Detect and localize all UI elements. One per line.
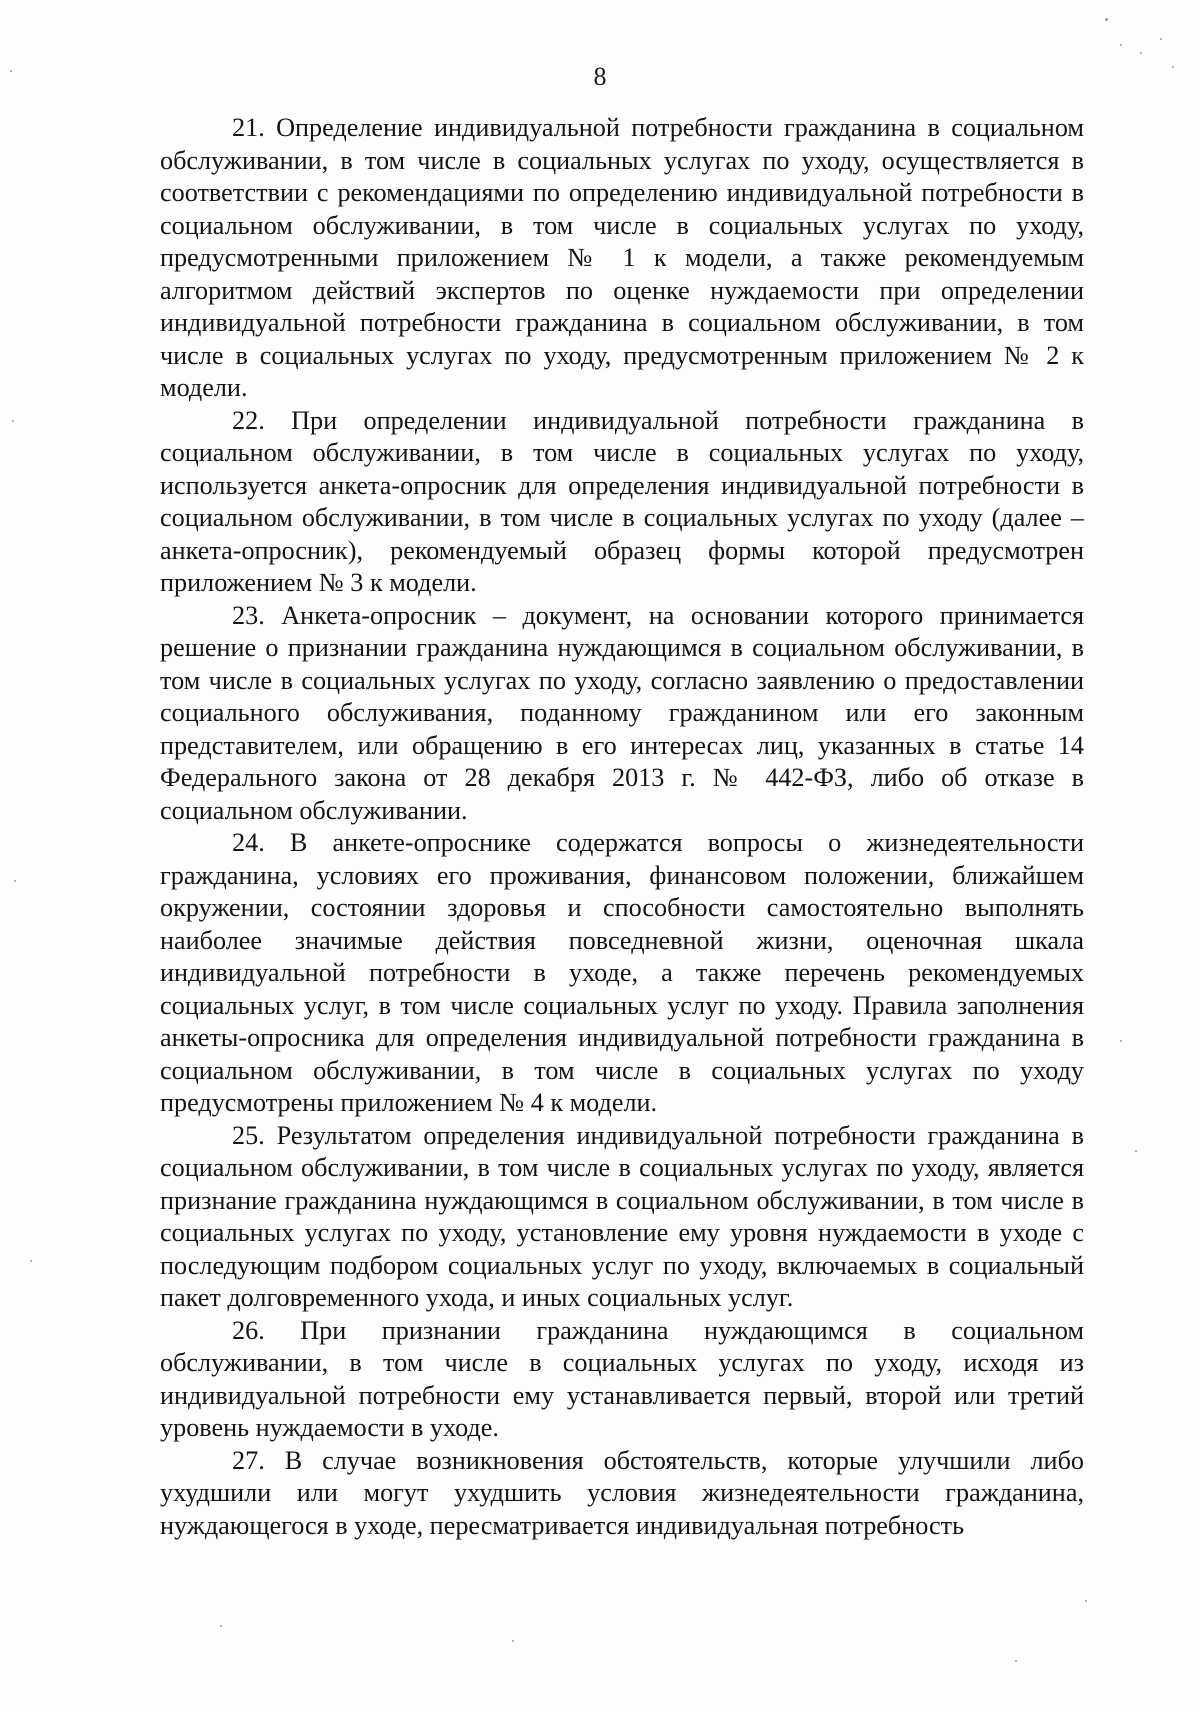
paragraph-24: 24. В анкете-опроснике содержатся вопросы о жизнедеятельности гражданина, условиях его проживания, финансовом положении, ближайшем окружении, состоянии здоровья и способности самостоятельно выполнять наиболее значимые действия повседневной жизни, оценочная шкала индивидуальной потребности в уходе, а также перечень рекомендуемых социальных услуг, в том числе социальных услуг по уходу. Правила заполнения анкеты-опросника для определения индивидуальной потребности гражданина в социальном обслуживании, в том числе в социальных услугах по уходу предусмотрены приложением № 4 к модели.: [160, 828, 1084, 1117]
scan-speck: [1015, 1660, 1017, 1662]
scan-speck: [1135, 1150, 1137, 1152]
scan-speck: [14, 880, 16, 882]
paragraph-26: 26. При признании гражданина нуждающимся в социальном обслуживании, в том числе в социальных услугах по уходу, исходя из индивидуальной потребности ему устанавливается первый, второй или третий уровень нуждаемости в уходе.: [160, 1315, 1084, 1442]
paragraph-22: 22. При определении индивидуальной потребности гражданина в социальном обслуживании, в том числе в социальных услугах по уходу, используется анкета-опросник для определения индивидуальной потребности в социальном обслуживании, в том числе в социальных услугах по уходу (далее – анкета-опросник), рекомендуемый образец формы которой предусмотрен приложением № 3 к модели.: [160, 405, 1084, 597]
paragraph-25: 25. Результатом определения индивидуальной потребности гражданина в социальном обслуживании, в том числе в социальных услугах по уходу, является признание гражданина нуждающимся в социальном обслуживании, в том числе в социальных услугах по уходу, установление ему уровня нуждаемости в уходе с последующим подбором социальных услуг по уходу, включаемых в социальный пакет долговременного ухода, и иных социальных услуг.: [160, 1120, 1084, 1312]
scan-speck: [1172, 66, 1174, 68]
scan-speck: [220, 1625, 222, 1627]
scan-speck: [1085, 1600, 1087, 1602]
scan-speck: [1120, 1040, 1122, 1042]
document-body: [160, 112, 1084, 1542]
scan-speck: [1160, 38, 1162, 40]
scan-speck: [1140, 52, 1142, 54]
scan-speck: [1105, 18, 1108, 21]
paragraph-23: 23. Анкета-опросник – документ, на основании которого принимается решение о признании гражданина нуждающимся в социальном обслуживании, в том числе в социальных услугах по уходу, согласно заявлению о предоставлении социального обслуживания, поданному гражданином или его законным представителем, или обращению в его интересах лиц, указанных в статье 14 Федерального закона от 28 декабря 2013 г. № 442-ФЗ, либо об отказе в социальном обслуживании.: [160, 600, 1084, 825]
scan-speck: [30, 1260, 32, 1262]
scan-speck: [10, 70, 12, 72]
scan-speck: [1120, 44, 1122, 46]
paragraph-21: 21. Определение индивидуальной потребности гражданина в социальном обслуживании, в том числе в социальных услугах по уходу, осуществляется в соответствии с рекомендациями по определению индивидуальной потребности в социальном обслуживании, в том числе в социальных услугах по уходу, предусмотренными приложением № 1 к модели, а также рекомендуемым алгоритмом действий экспертов по оценке нуждаемости при определении индивидуальной потребности гражданина в социальном обслуживании, в том числе в социальных услугах по уходу, предусмотренным приложением № 2 к модели.: [160, 113, 1084, 402]
page-number: 8: [593, 62, 607, 91]
scan-speck: [512, 1640, 514, 1642]
scan-speck: [12, 420, 14, 422]
paragraph-27: 27. В случае возникновения обстоятельств, которые улучшили либо ухудшили или могут ухудшить условия жизнедеятельности гражданина, нуждающегося в уходе, пересматривается индивидуальная потребность: [160, 1445, 1084, 1540]
